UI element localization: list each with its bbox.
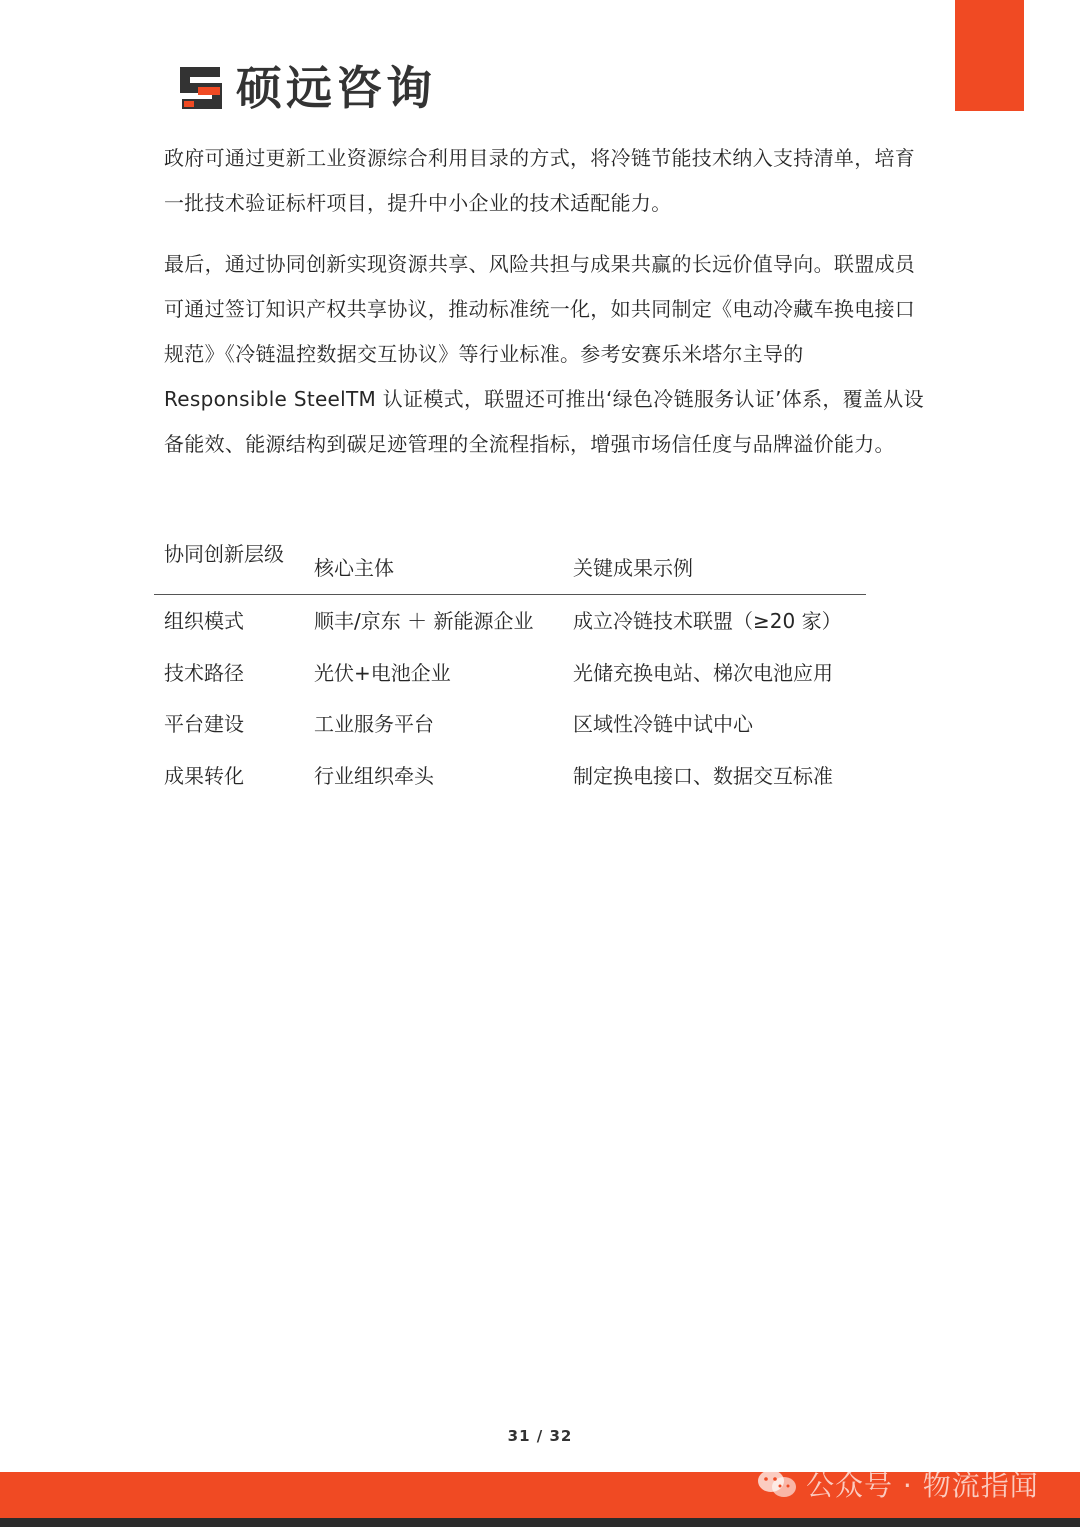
table-row	[154, 698, 866, 750]
brand-name: 硕远咨询	[236, 61, 436, 115]
table-cell: 光储充换电站、梯次电池应用	[573, 660, 833, 685]
table-header-cell: 核心主体	[314, 556, 394, 580]
table-cell: 工业服务平台	[314, 712, 434, 736]
wechat-icon	[756, 1468, 798, 1500]
table-row	[154, 595, 866, 647]
brand-logo	[176, 60, 436, 116]
table-cell: 光伏+电池企业	[314, 660, 451, 685]
paragraph-1: 政府可通过更新工业资源综合利用目录的方式，将冷链节能技术纳入支持清单，培育一批技术验证标杆项目，提升中小企业的技术适配能力。	[164, 146, 916, 215]
table-header-cell: 关键成果示例	[573, 556, 693, 580]
table-cell: 顺丰/京东 ＋ 新能源企业	[314, 609, 534, 633]
watermark-text: 公众号 · 物流指闻	[806, 1469, 1039, 1502]
page-number: 31 / 32	[507, 1427, 573, 1445]
table-cell: 成果转化	[164, 763, 244, 788]
table-cell: 组织模式	[164, 609, 244, 633]
table-cell: 行业组织牵头	[314, 763, 434, 788]
collaboration-table	[154, 530, 866, 801]
table-header	[154, 530, 866, 595]
table-cell: 平台建设	[164, 712, 244, 736]
brand-s-logo-icon	[176, 63, 226, 113]
table-cell: 成立冷链技术联盟（≥20 家）	[573, 609, 842, 633]
table-cell: 制定换电接口、数据交互标准	[573, 763, 833, 788]
table-row	[154, 750, 866, 802]
watermark	[756, 1464, 1039, 1504]
table-cell: 区域性冷链中试中心	[573, 712, 753, 736]
corner-accent-block	[955, 0, 1024, 111]
table-cell: 技术路径	[164, 660, 244, 685]
table-header-cell: 协同创新层级	[164, 542, 284, 566]
footer-bottom-strip	[0, 1518, 1080, 1527]
paragraph-2: 最后，通过协同创新实现资源共享、风险共担与成果共赢的长远价值导向。联盟成员可通过签订知识产权共享协议，推动标准统一化，如共同制定《电动冷藏车换电接口规范》《冷链温控数据交互协议》等行业标准。参考安赛乐米塔尔主导的 Responsible SteelTM 认证模式，联盟还可推出‘绿色冷链服务认证’体系，覆盖从设备能效、能源结构到碳足迹管理的全流程指标，增强市场信任度与品牌溢价能力。	[164, 252, 924, 456]
table-row	[154, 647, 866, 699]
